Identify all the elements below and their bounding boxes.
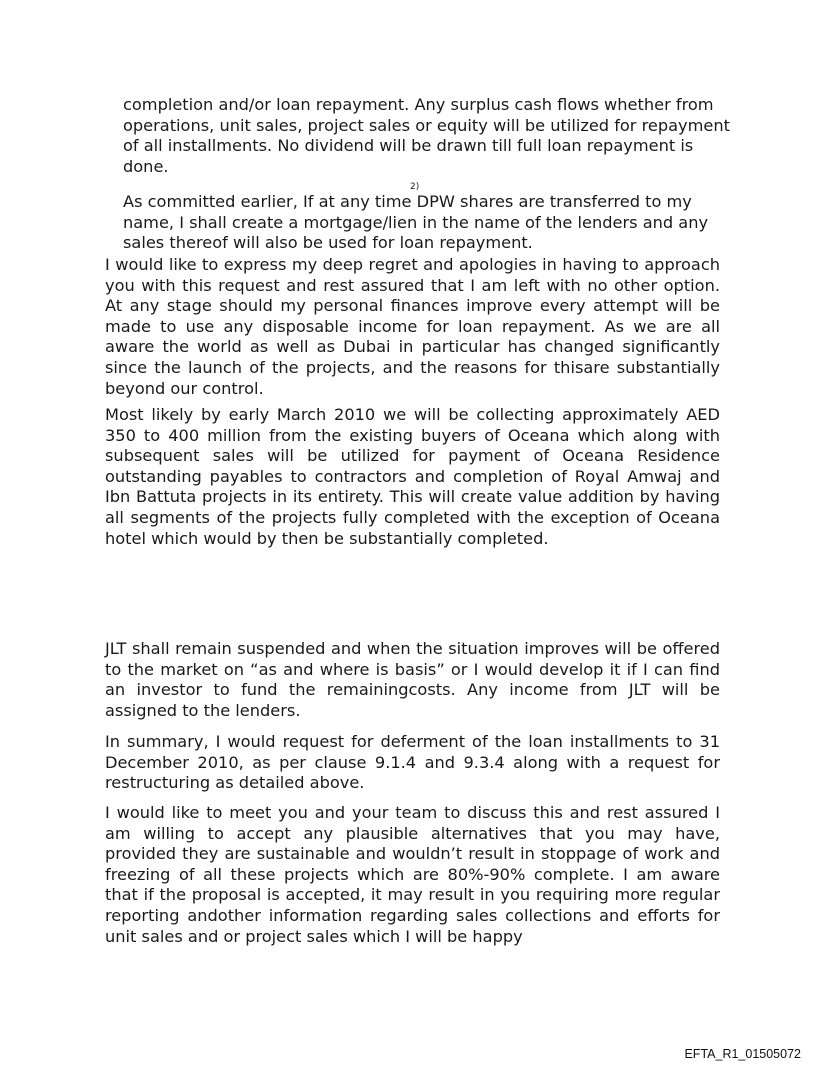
paragraph-jlt: JLT shall remain suspended and when the situation improves will be offered to the market on “as and where is basis” or I would develop it if I can find an investor to fund the remainingcosts. Any income from JLT will be assigned to the lenders. (105, 639, 720, 720)
document-id-footer: EFTA_R1_01505072 (684, 1047, 801, 1061)
paragraph-regret: I would like to express my deep regret and apologies in having to approach you with this request and rest assured that I am left with no other option. At any stage should my personal finances improve every attempt will be made to use any disposable income for loan repayment. As we are all aware the world as well as Dubai in particular has changed significantly since the launch of the projects, and the reasons for thisare substantially beyond our control. (105, 255, 720, 398)
paragraph-march-2010-collections: Most likely by early March 2010 we will be collecting approximately AED 350 to 400 million from the existing buyers of Oceana which along with subsequent sales will be utilized for payment of Oceana Residence outstanding payables to contractors and completion of Royal Amwaj and Ibn Battuta projects in its entirety. This will create value addition by having all segments of the projects fully completed with the exception of Oceana hotel which would by then be substantially completed. (105, 405, 720, 548)
footnote-marker: 2) (410, 182, 420, 192)
paragraph-dpw-shares: As committed earlier, If at any time DPW shares are transferred to my name, I shall create a mortgage/lien in the name of the lenders and any sales thereof will also be used for loan repayment. (123, 192, 709, 253)
paragraph-meeting-request: I would like to meet you and your team to discuss this and rest assured I am willing to accept any plausible alternatives that you may have, provided they are sustainable and wouldn’t result in stoppage of work and freezing of all these projects which are 80%-90% complete. I am aware that if the proposal is accepted, it may result in you requiring more regular reporting andother information regarding sales collections and efforts for unit sales and or project sales which I will be happy (105, 803, 720, 946)
paragraph-summary: In summary, I would request for deferment of the loan installments to 31 December 2010, as per clause 9.1.4 and 9.3.4 along with a request for restructuring as detailed above. (105, 732, 720, 793)
paragraph-repayment: completion and/or loan repayment. Any surplus cash flows whether from operations, unit sales, project sales or equity will be utilized for repayment of all installments. No dividend will be drawn till full loan repayment is done. (123, 95, 730, 176)
